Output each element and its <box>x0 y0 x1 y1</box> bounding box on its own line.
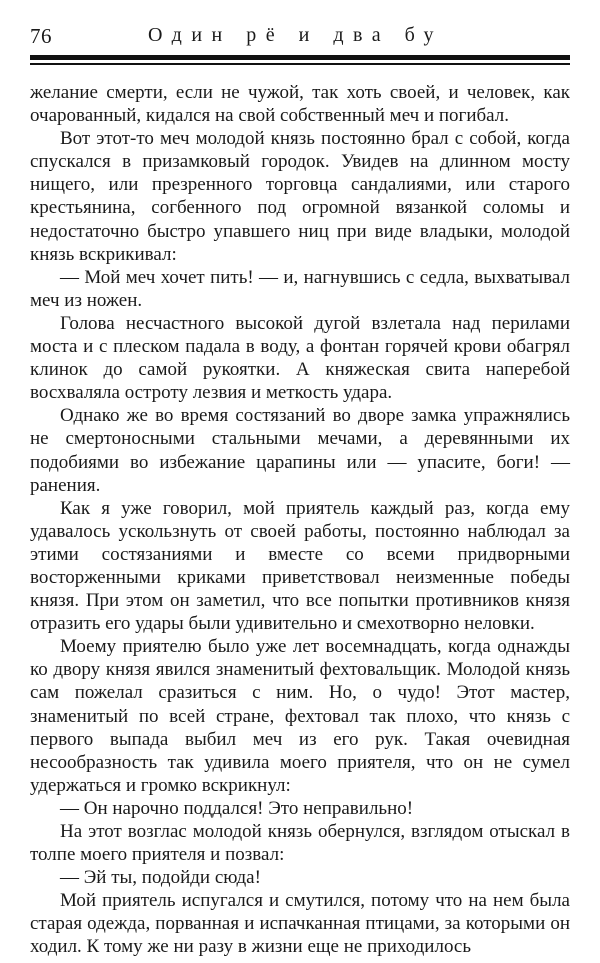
paragraph: Мой приятель испугался и смутился, потому что на нем была старая одежда, порванная и испачканная птицами, за которыми он ходил. К тому же ни разу в жизни еще не приходилось <box>30 890 570 958</box>
page-header <box>30 22 570 54</box>
paragraph: На этот возглас молодой князь обернулся, взглядом отыскал в толпе моего приятеля и позвал: <box>30 821 570 866</box>
page-body <box>30 81 570 963</box>
paragraph: Как я уже говорил, мой приятель каждый раз, когда ему удавалось ускользнуть от своей работы, постоянно наблюдал за этими состязаниями и вместе со всеми придворными восторженными криками приветствовал неизменные победы князя. При этом он заметил, что все попытки противников князя отразить его удары были удивительно и смехотворно неловки. <box>30 497 570 635</box>
running-title: Один рё и два бу <box>148 24 443 46</box>
paragraph: — Он нарочно поддался! Это неправильно! <box>60 797 414 819</box>
header-rule-thick <box>30 55 570 60</box>
paragraph: Однако же во время состязаний во дворе замка упражнялись не смертоносными стальными мечами, а деревянными их подобиями во избежание царапины или — упасите, боги! — ранения. <box>30 405 570 496</box>
paragraph: — Эй ты, подойди сюда! <box>60 867 261 889</box>
paragraph: — Мой меч хочет пить! — и, нагнувшись с седла, выхватывал меч из ножен. <box>30 266 570 311</box>
page-number: 76 <box>30 24 52 48</box>
paragraph: желание смерти, если не чужой, так хоть своей, и человек, как очарованный, кидался на свой собственный меч и погибал. <box>30 82 570 127</box>
header-rule-thin <box>30 63 570 65</box>
paragraph: Моему приятелю было уже лет восемнадцать, когда однажды ко двору князя явился знаменитый фехтовальщик. Молодой князь сам пожелал сразиться с ним. Но, о чудо! Этот мастер, знаменитый по всей стране, фехтовал так плохо, что князь с первого выпада выбил меч из его рук. Такая очевидная несообразность так удивила моего приятеля, что он не сумел удержаться и громко вскрикнул: <box>30 636 570 796</box>
paragraph: Голова несчастного высокой дугой взлетала над перилами моста и с плеском падала в воду, а фонтан горячей крови обагрял клинок до самой рукоятки. А княжеская свита наперебой восхваляла остроту лезвия и меткость удара. <box>30 312 570 404</box>
paragraph: Вот этот-то меч молодой князь постоянно брал с собой, когда спускался в призамковый городок. Увидев на длинном мосту нищего, или презренного торговца сандалиями, или старого крестьянина, согбенного под огромной вязанкой соломы и недостаточно быстро упавшего ниц при виде владыки, молодой князь вскрикивал: <box>30 128 570 265</box>
